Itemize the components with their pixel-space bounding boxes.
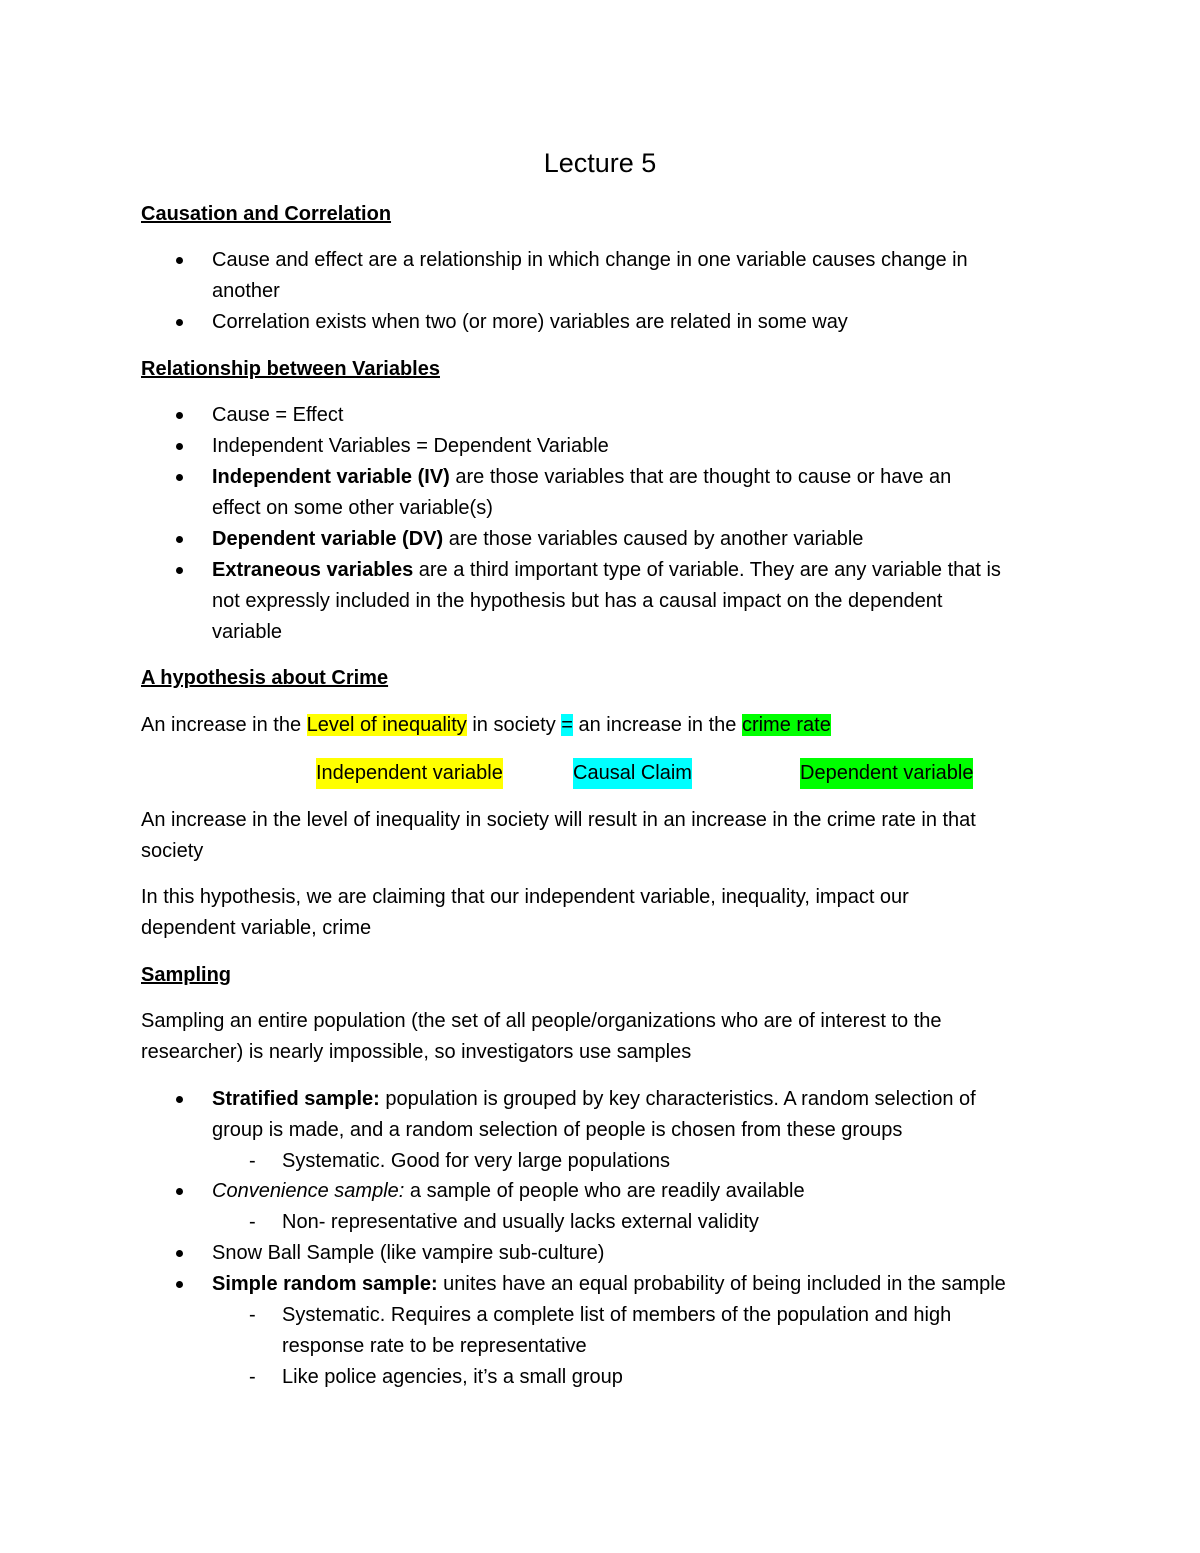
sub-list-item: Like police agencies, it’s a small group <box>282 1366 623 1388</box>
list-item: Cause = Effect <box>212 404 344 426</box>
term-italic: Convenience sample: <box>212 1180 405 1202</box>
highlight-dependent: crime rate <box>741 714 831 736</box>
list-item <box>212 555 1001 586</box>
list-item-continuation: effect on some other variable(s) <box>212 497 493 519</box>
list-item: Correlation exists when two (or more) variables are related in some way <box>212 311 848 333</box>
list-item: Snow Ball Sample (like vampire sub-culture) <box>212 1242 605 1264</box>
hypothesis-statement <box>141 710 831 741</box>
list-item <box>212 1084 976 1115</box>
dash-marker: - <box>249 1366 256 1388</box>
bullet-icon <box>176 319 183 326</box>
label-causal-claim: Causal Claim <box>573 758 692 789</box>
list-item-continuation: another <box>212 280 280 302</box>
bullet-icon <box>176 536 183 543</box>
definition-text: a sample of people who are readily available <box>404 1180 805 1202</box>
hypothesis-text: in society <box>466 714 562 736</box>
bullet-icon <box>176 443 183 450</box>
sub-list-item-continuation: response rate to be representative <box>282 1335 587 1357</box>
definition-text: are those variables caused by another variable <box>443 528 864 550</box>
section-heading-relationship: Relationship between Variables <box>141 358 440 380</box>
list-item: Independent Variables = Dependent Variable <box>212 435 609 457</box>
paragraph-continuation: researcher) is nearly impossible, so investigators use samples <box>141 1041 692 1063</box>
section-heading-sampling: Sampling <box>141 964 232 986</box>
list-item-continuation: variable <box>212 621 283 643</box>
term-bold: Independent variable (IV) <box>212 466 450 488</box>
list-item-continuation: group is made, and a random selection of people is chosen from these groups <box>212 1119 903 1141</box>
term-bold: Simple random sample: <box>212 1273 438 1295</box>
hypothesis-text: An increase in the <box>141 714 307 736</box>
definition-text: unites have an equal probability of being included in the sample <box>437 1273 1006 1295</box>
sub-list-item: Systematic. Requires a complete list of members of the population and high <box>282 1304 952 1326</box>
definition-text: population is grouped by key characteristics. A random selection of <box>379 1088 976 1110</box>
bullet-icon <box>176 412 183 419</box>
bullet-icon <box>176 257 183 264</box>
paragraph-continuation: dependent variable, crime <box>141 917 372 939</box>
sub-list-item: Non- representative and usually lacks external validity <box>282 1211 759 1233</box>
term-bold: Stratified sample: <box>212 1088 380 1110</box>
highlight-causal: = <box>561 714 573 736</box>
label-dependent-variable: Dependent variable <box>800 758 973 789</box>
bullet-icon <box>176 1096 183 1103</box>
term-bold: Dependent variable (DV) <box>212 528 444 550</box>
hypothesis-text: an increase in the <box>572 714 742 736</box>
definition-text: are those variables that are thought to cause or have an <box>449 466 952 488</box>
dash-marker: - <box>249 1304 256 1326</box>
bullet-icon <box>176 1250 183 1257</box>
term-bold: Extraneous variables <box>212 559 414 581</box>
page-title: Lecture 5 <box>543 148 657 178</box>
dash-marker: - <box>249 1211 256 1233</box>
list-item <box>212 524 863 555</box>
paragraph-continuation: society <box>141 840 204 862</box>
paragraph: In this hypothesis, we are claiming that our independent variable, inequality, impact our <box>141 886 909 908</box>
bullet-icon <box>176 1188 183 1195</box>
sub-list-item: Systematic. Good for very large populations <box>282 1150 670 1172</box>
section-heading-causation: Causation and Correlation <box>141 203 392 225</box>
dash-marker: - <box>249 1150 256 1172</box>
section-heading-hypothesis: A hypothesis about Crime <box>141 667 389 689</box>
list-item: Cause and effect are a relationship in which change in one variable causes change in <box>212 249 968 271</box>
list-item-continuation: not expressly included in the hypothesis but has a causal impact on the dependent <box>212 590 943 612</box>
bullet-icon <box>176 474 183 481</box>
list-item <box>212 1176 805 1207</box>
definition-text: are a third important type of variable. They are any variable that is <box>413 559 1001 581</box>
list-item <box>212 1269 1006 1300</box>
list-item <box>212 462 951 493</box>
bullet-icon <box>176 1281 183 1288</box>
bullet-icon <box>176 567 183 574</box>
paragraph: Sampling an entire population (the set of all people/organizations who are of interest to the <box>141 1010 942 1032</box>
label-independent-variable: Independent variable <box>316 758 503 789</box>
paragraph: An increase in the level of inequality in society will result in an increase in the crime rate in that <box>141 809 976 831</box>
highlight-independent: Level of inequality <box>306 714 467 736</box>
